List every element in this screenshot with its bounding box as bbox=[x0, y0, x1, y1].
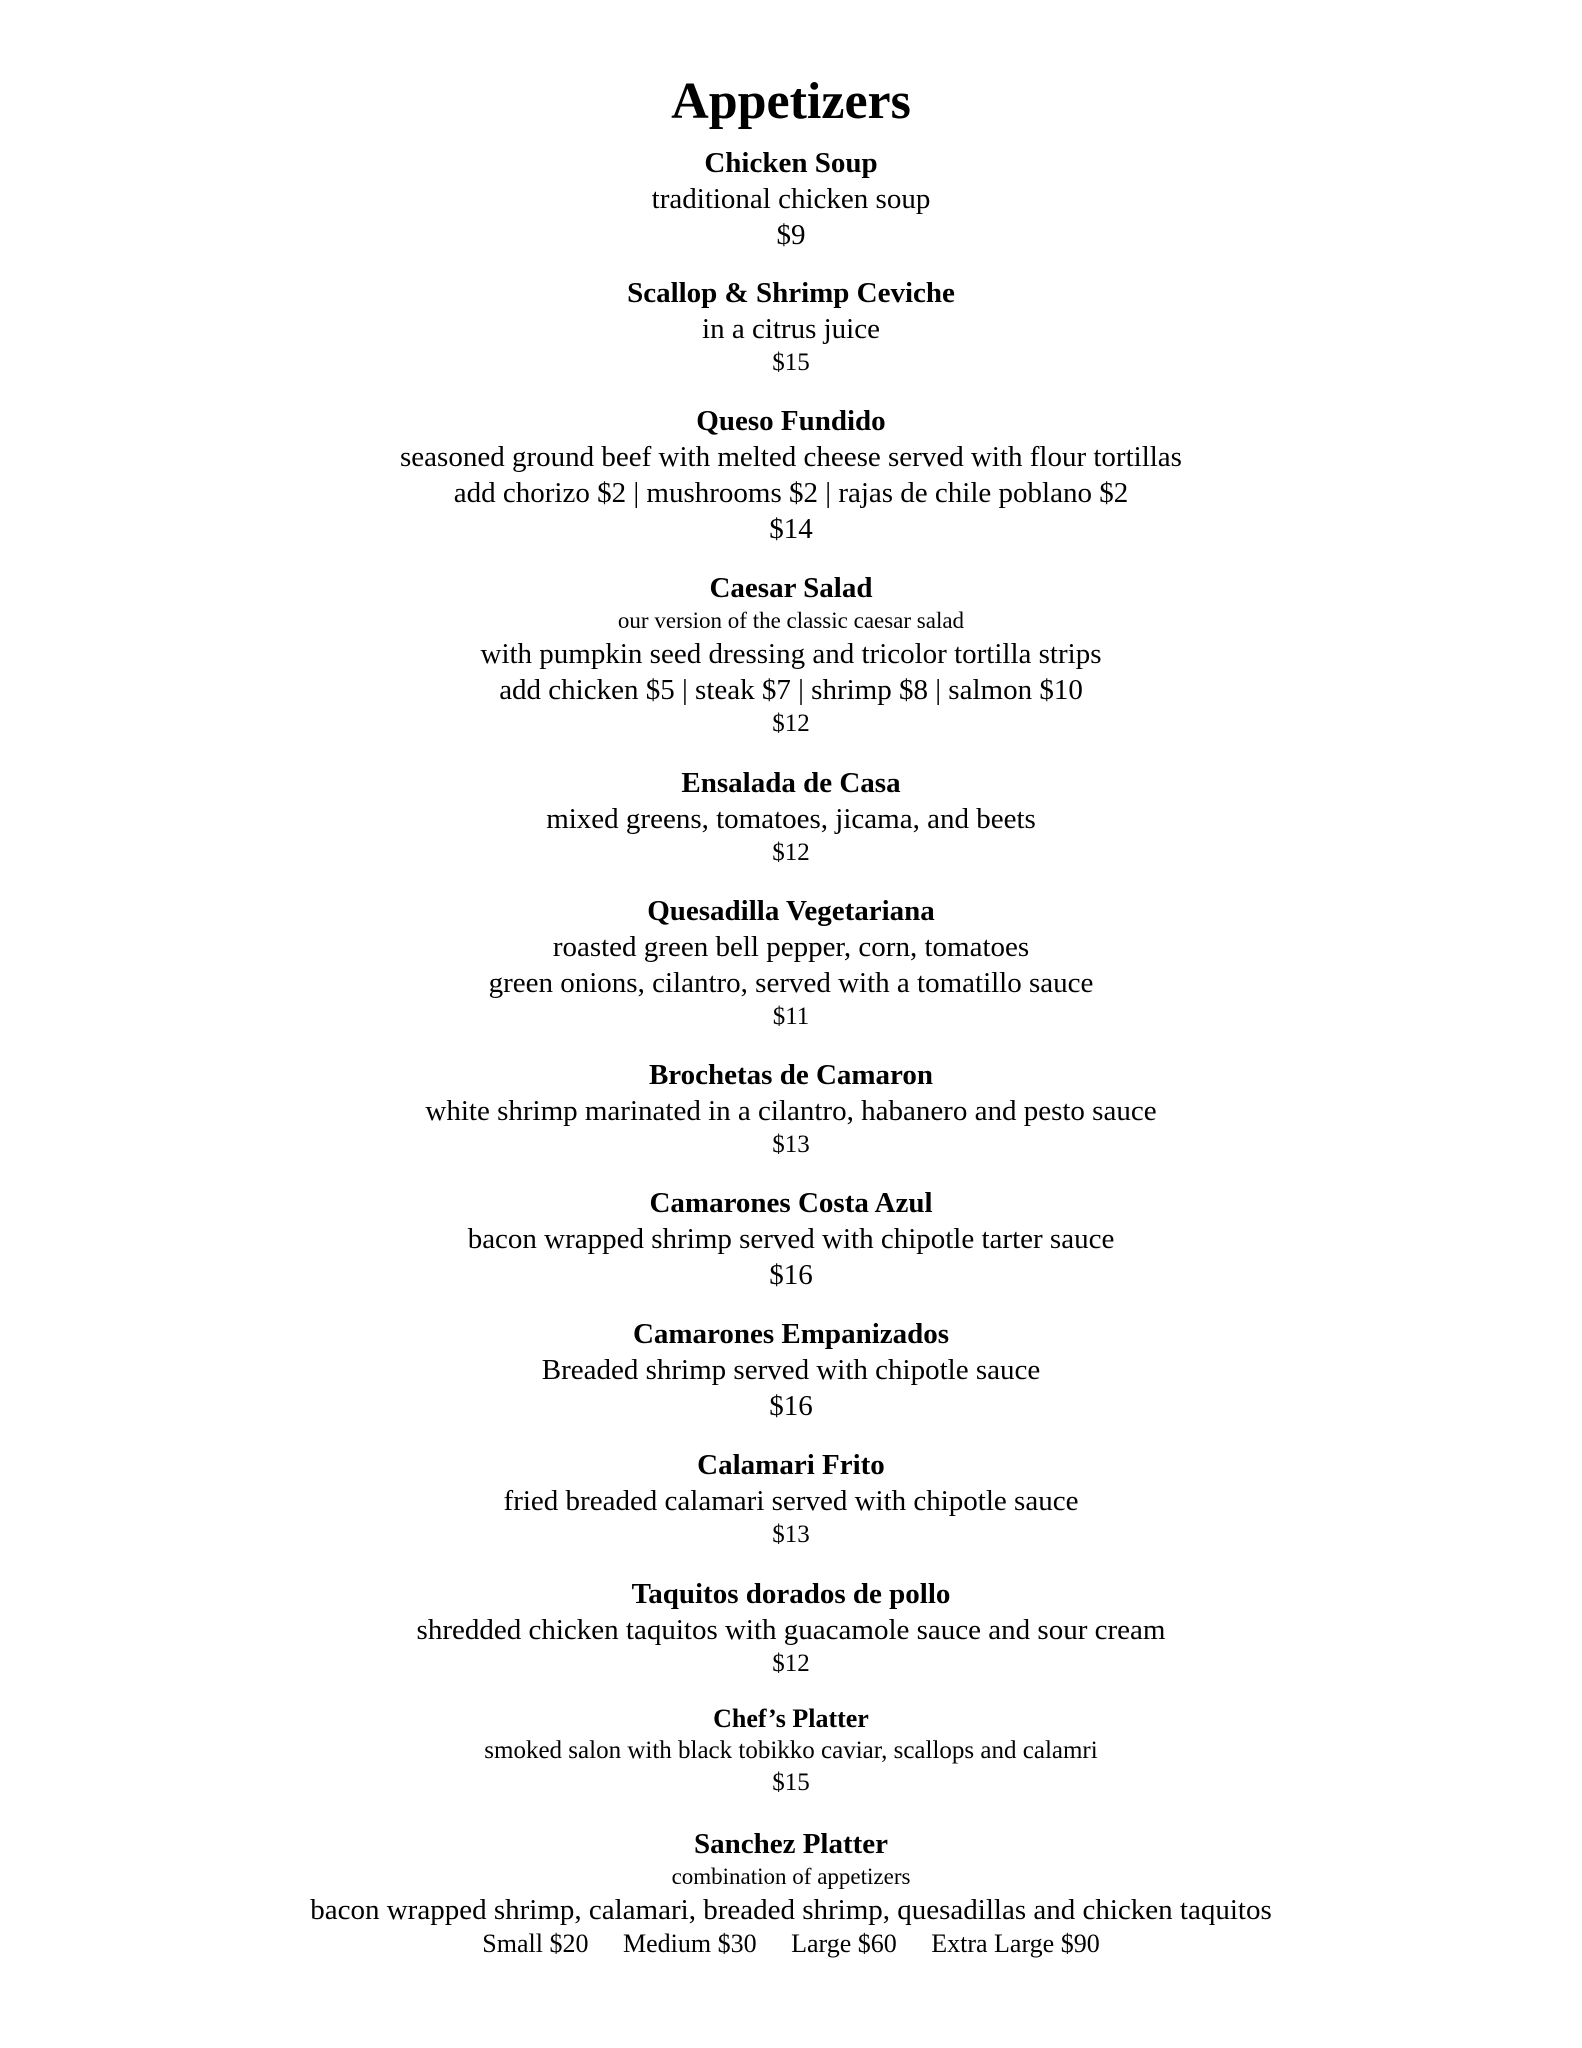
item-description: roasted green bell pepper, corn, tomatoes bbox=[552, 931, 1030, 963]
item-price: $9 bbox=[776, 219, 806, 251]
item-addons: add chicken $5 | steak $7 | shrimp $8 | salmon $10 bbox=[499, 674, 1083, 706]
menu-item bbox=[0, 275, 1582, 379]
item-price: $11 bbox=[772, 1003, 810, 1030]
menu-item bbox=[0, 145, 1582, 253]
item-name: Camarones Costa Azul bbox=[649, 1187, 933, 1219]
item-name: Ensalada de Casa bbox=[681, 767, 901, 799]
page-title: Appetizers bbox=[671, 73, 911, 130]
menu-item bbox=[0, 403, 1582, 547]
item-note: combination of appetizers bbox=[671, 1864, 911, 1889]
menu-item bbox=[0, 1316, 1582, 1424]
item-price: $15 bbox=[772, 1769, 810, 1796]
size-options bbox=[0, 1928, 1582, 1960]
menu-item bbox=[0, 893, 1582, 1033]
item-price: $15 bbox=[772, 349, 810, 376]
item-price: $12 bbox=[772, 839, 810, 866]
item-description: mixed greens, tomatoes, jicama, and beets bbox=[546, 803, 1036, 835]
menu-item bbox=[0, 1185, 1582, 1293]
item-name: Brochetas de Camaron bbox=[648, 1059, 934, 1091]
item-price: $13 bbox=[772, 1521, 810, 1548]
item-description: seasoned ground beef with melted cheese served with flour tortillas bbox=[400, 441, 1182, 473]
item-description: Breaded shrimp served with chipotle sauce bbox=[541, 1354, 1041, 1386]
item-price: $16 bbox=[769, 1259, 813, 1291]
item-description: in a citrus juice bbox=[702, 313, 880, 345]
item-name: Caesar Salad bbox=[709, 572, 873, 604]
item-price: $16 bbox=[769, 1390, 813, 1422]
menu-item bbox=[0, 1057, 1582, 1161]
item-description: white shrimp marinated in a cilantro, habanero and pesto sauce bbox=[425, 1095, 1157, 1127]
item-name: Sanchez Platter bbox=[693, 1828, 889, 1860]
item-description: traditional chicken soup bbox=[651, 183, 931, 215]
menu-item bbox=[0, 1447, 1582, 1551]
item-description: shredded chicken taquitos with guacamole sauce and sour cream bbox=[416, 1614, 1166, 1646]
menu-item bbox=[0, 1576, 1582, 1680]
item-note: our version of the classic caesar salad bbox=[617, 608, 965, 633]
item-name: Taquitos dorados de pollo bbox=[631, 1578, 951, 1610]
item-description: with pumpkin seed dressing and tricolor tortilla strips bbox=[480, 638, 1102, 670]
item-addons: add chorizo $2 | mushrooms $2 | rajas de chile poblano $2 bbox=[453, 477, 1129, 509]
item-price: $14 bbox=[769, 513, 813, 545]
menu-item bbox=[0, 570, 1582, 740]
item-name: Quesadilla Vegetariana bbox=[647, 895, 935, 927]
item-name: Calamari Frito bbox=[697, 1449, 885, 1481]
size-option-extra-large: Extra Large $90 bbox=[931, 1929, 1100, 1958]
item-description: fried breaded calamari served with chipotle sauce bbox=[503, 1485, 1079, 1517]
item-name: Camarones Empanizados bbox=[632, 1318, 950, 1350]
item-name: Queso Fundido bbox=[696, 405, 886, 437]
item-name: Chicken Soup bbox=[704, 147, 878, 179]
size-option-large: Large $60 bbox=[791, 1929, 897, 1958]
menu-item bbox=[0, 1826, 1582, 1960]
item-price: $12 bbox=[772, 1650, 810, 1677]
item-price: $13 bbox=[772, 1131, 810, 1158]
item-name: Chef’s Platter bbox=[713, 1704, 869, 1733]
item-price: $12 bbox=[772, 710, 810, 737]
size-option-small: Small $20 bbox=[482, 1929, 589, 1958]
item-name: Scallop & Shrimp Ceviche bbox=[627, 277, 955, 309]
size-option-medium: Medium $30 bbox=[622, 1929, 757, 1958]
menu-item bbox=[0, 1703, 1582, 1799]
item-description-2: green onions, cilantro, served with a tomatillo sauce bbox=[488, 967, 1094, 999]
item-description: smoked salon with black tobikko caviar, scallops and calamri bbox=[484, 1737, 1098, 1764]
item-description: bacon wrapped shrimp, calamari, breaded shrimp, quesadillas and chicken taquitos bbox=[310, 1894, 1272, 1926]
menu-item bbox=[0, 765, 1582, 869]
item-description: bacon wrapped shrimp served with chipotle tarter sauce bbox=[467, 1223, 1115, 1255]
